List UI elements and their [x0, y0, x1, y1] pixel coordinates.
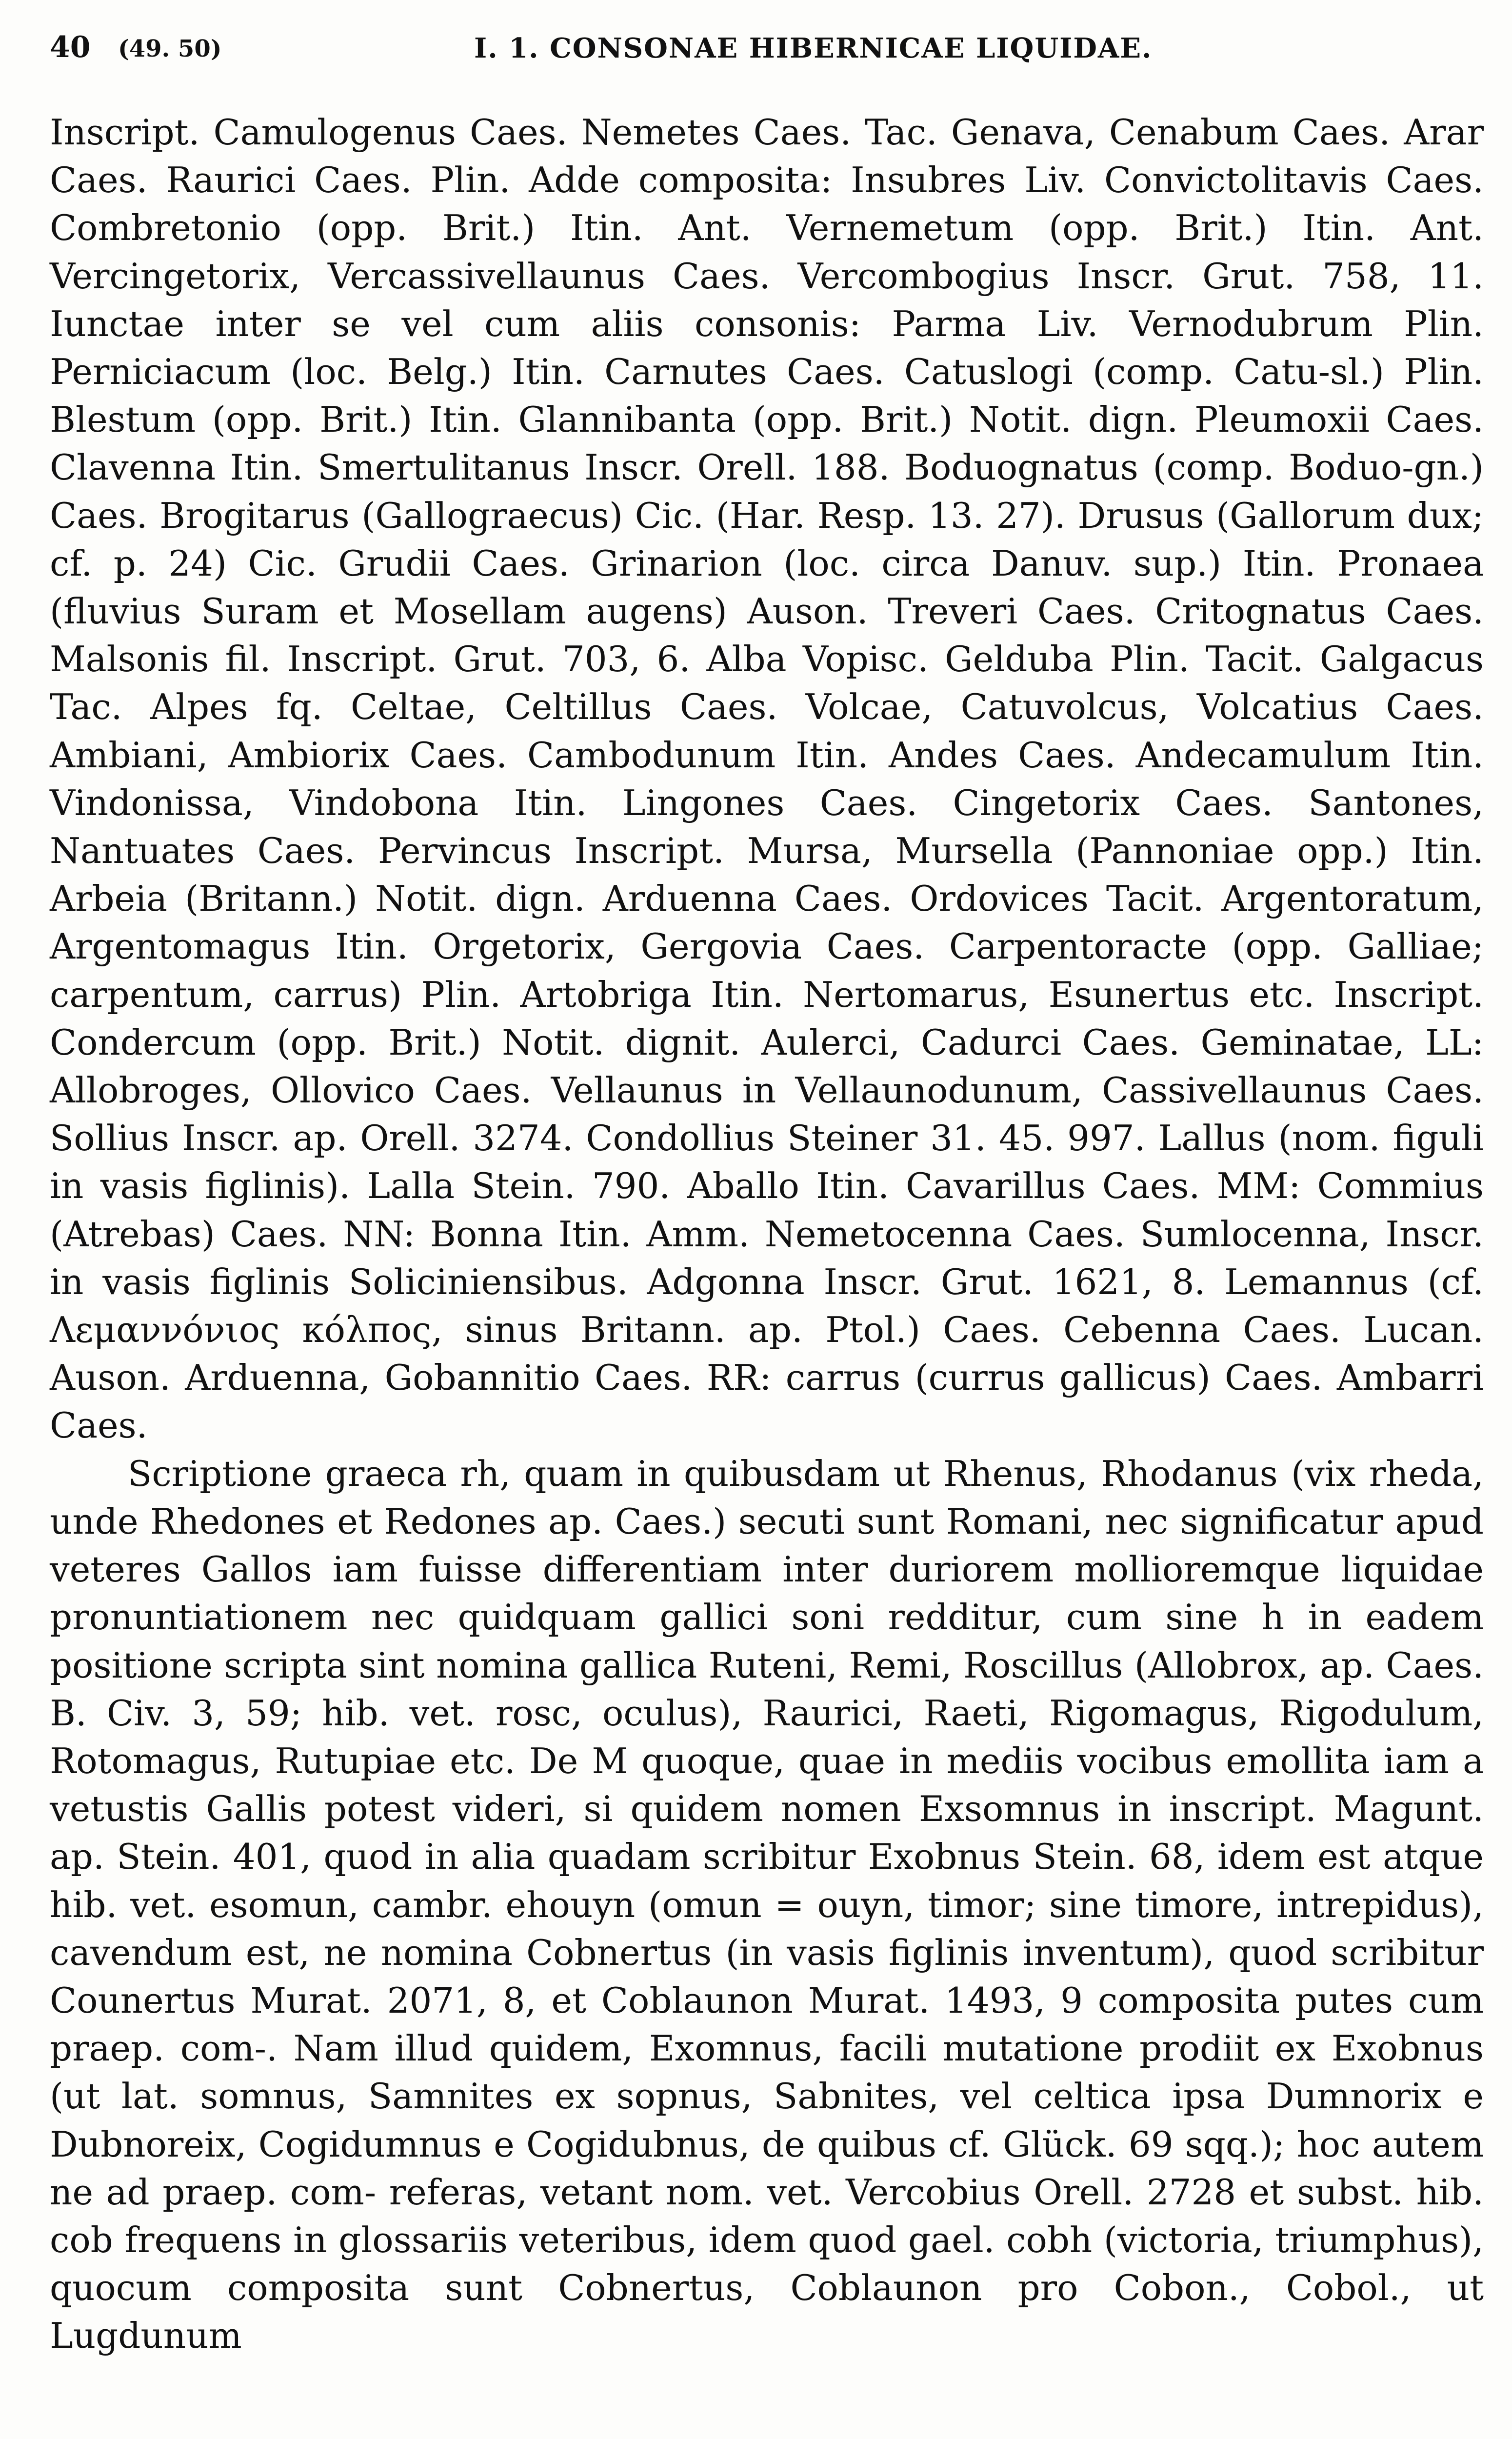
section-reference: (49. 50): [118, 35, 222, 62]
body-text: [50, 108, 1484, 2360]
running-title: I. 1. CONSONAE HIBERNICAE LIQUIDAE.: [474, 32, 1153, 64]
running-header: [50, 30, 1484, 84]
paragraph-scriptione-graeca: Scriptione graeca rh, quam in quibusdam ut Rhenus, Rhodanus (vix rheda, unde Rhedones et Redones ap. Caes.) secuti sunt Romani, nec significatur apud veteres Gallos iam fuisse differentiam inter duriorem mollioremque liquidae pronuntiationem nec quidquam gallici soni redditur, cum sine h in eadem positione scripta sint nomina gallica Ruteni, Remi, Roscillus (Allobrox, ap. Caes. B. Civ. 3, 59; hib. vet. rosc, oculus), Raurici, Raeti, Rigomagus, Rigodulum, Rotomagus, Rutupiae etc. De M quoque, quae in mediis vocibus emollita iam a vetustis Gallis potest videri, si quidem nomen Exsomnus in inscript. Magunt. ap. Stein. 401, quod in alia quadam scribitur Exobnus Stein. 68, idem est atque hib. vet. esomun, cambr. ehouyn (omun = ouyn, timor; sine timore, intrepidus), cavendum est, ne nomina Cobnertus (in vasis figlinis inventum), quod scribitur Counertus Murat. 2071, 8, et Coblaunon Murat. 1493, 9 composita putes cum praep. com-. Nam illud quidem, Exomnus, facili mutatione prodiit ex Exobnus (ut lat. somnus, Samnites ex sopnus, Sabnites, vel celtica ipsa Dumnorix e Dubnoreix, Cogidumnus e Cogidubnus, de quibus cf. Glück. 69 sqq.); hoc autem ne ad praep. com- referas, vetant nom. vet. Vercobius Orell. 2728 et subst. hib. cob frequens in glossariis veteribus, idem quod gael. cobh (victoria, triumphus), quocum composita sunt Cobnertus, Coblaunon pro Cobon., Cobol., ut Lugdunum: [50, 1453, 1484, 2357]
paragraph-liquid-examples: Inscript. Camulogenus Caes. Nemetes Caes. Tac. Genava, Cenabum Caes. Arar Caes. Raurici Caes. Plin. Adde composita: Insubres Liv. Convictolitavis Caes. Combretonio (opp. Brit.) Itin. Ant. Vernemetum (opp. Brit.) Itin. Ant. Vercingetorix, Vercassivellaunus Caes. Vercombogius Inscr. Grut. 758, 11. Iunctae inter se vel cum aliis consonis: Parma Liv. Vernodubrum Plin. Perniciacum (loc. Belg.) Itin. Carnutes Caes. Catuslogi (comp. Catu-sl.) Plin. Blestum (opp. Brit.) Itin. Glannibanta (opp. Brit.) Notit. dign. Pleumoxii Caes. Clavenna Itin. Smertulitanus Inscr. Orell. 188. Boduognatus (comp. Boduo-gn.) Caes. Brogitarus (Gallograecus) Cic. (Har. Resp. 13. 27). Drusus (Gallorum dux; cf. p. 24) Cic. Grudii Caes. Grinarion (loc. circa Danuv. sup.) Itin. Pronaea (fluvius Suram et Mosellam augens) Auson. Treveri Caes. Critognatus Caes. Malsonis fil. Inscript. Grut. 703, 6. Alba Vopisc. Gelduba Plin. Tacit. Galgacus Tac. Alpes fq. Celtae, Celtillus Caes. Volcae, Catuvolcus, Volcatius Caes. Ambiani, Ambiorix Caes. Cambodunum Itin. Andes Caes. Andecamulum Itin. Vindonissa, Vindobona Itin. Lingones Caes. Cingetorix Caes. Santones, Nantuates Caes. Pervincus Inscript. Mursa, Mursella (Pannoniae opp.) Itin. Arbeia (Britann.) Notit. dign. Arduenna Caes. Ordovices Tacit. Argentoratum, Argentomagus Itin. Orgetorix, Gergovia Caes. Carpentoracte (opp. Galliae; carpentum, carrus) Plin. Artobriga Itin. Nertomarus, Esunertus etc. Inscript. Condercum (opp. Brit.) Notit. dignit. Aulerci, Cadurci Caes. Geminatae, LL: Allobroges, Ollovico Caes. Vellaunus in Vellaunodunum, Cassivellaunus Caes. Sollius Inscr. ap. Orell. 3274. Condollius Steiner 31. 45. 997. Lallus (nom. figuli in vasis figlinis). Lalla Stein. 790. Aballo Itin. Cavarillus Caes. MM: Commius (Atrebas) Caes. NN: Bonna Itin. Amm. Nemetocenna Caes. Sumlocenna, Inscr. in vasis figlinis Soliciniensibus. Adgonna Inscr. Grut. 1621, 8. Lemannus (cf. Λεμαννόνιος κόλπος, sinus Britann. ap. Ptol.) Caes. Cebenna Caes. Lucan. Auson. Arduenna, Gobannitio Caes. RR: carrus (currus gallicus) Caes. Ambarri Caes.: [50, 112, 1484, 1446]
page-number: 40: [50, 30, 91, 64]
